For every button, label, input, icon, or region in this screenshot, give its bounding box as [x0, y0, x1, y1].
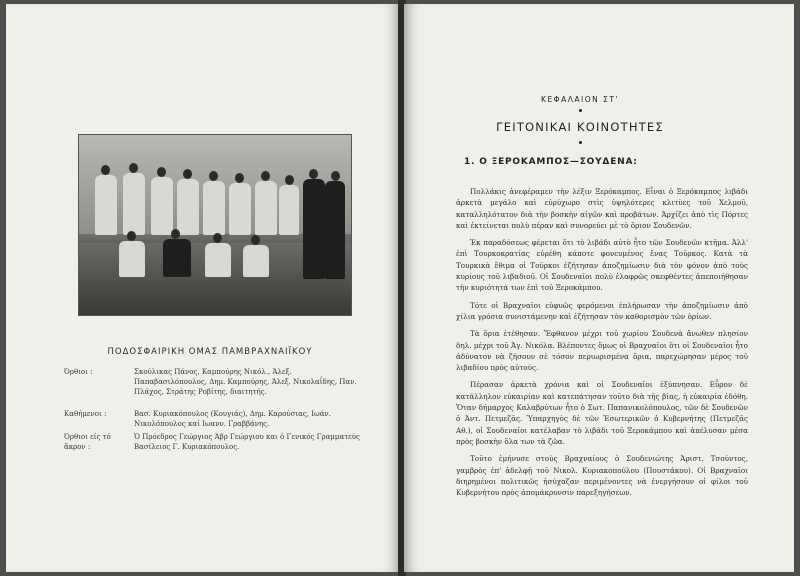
chapter-title: ΓΕΙΤΟΝΙΚΑΙ ΚΟΙΝΟΤΗΤΕΣ — [496, 120, 664, 134]
caption-text: Βασ. Κυριακόπουλος (Κουγιάς), Δημ. Καρούσιας, Ιωάν. Νικολόπουλος καί Ιωανν. Γραββάνης. — [134, 410, 331, 428]
player-head — [129, 163, 138, 173]
player-head — [213, 233, 222, 243]
paragraph: Τότε οἱ Βραχναῖοι εὐφυῶς φερόμενοι ἐπλήρωσαν τὴν ἀποζημίωσιν ἀπὸ χίλια γρόσια συνιστάμενην καὶ ἐζήτησαν τὸν καθορισμὸν τῶν ὁρίων. — [456, 300, 748, 321]
caption-text: Ὁ Πρόεδρος Γεώργιος Άβρ Γεώργιου και ὁ Γενικός Γραμματεύς Βασίλειος Γ. Κυριακόπουλος. — [134, 433, 360, 451]
team-photograph — [78, 134, 352, 316]
caption-row-seated — [64, 409, 364, 431]
player-figure — [255, 181, 277, 235]
referee-figure — [279, 185, 299, 235]
ornament-dot — [579, 109, 582, 112]
official-head — [331, 171, 340, 181]
caption-row-edge — [64, 432, 364, 454]
player-figure — [119, 241, 145, 277]
caption-label: Όρθιοι είς τό ἄκρον : — [64, 433, 111, 451]
ornament-dot — [579, 141, 582, 144]
chapter-heading: ΚΕΦΑΛΑΙΟΝ ΣΤ' — [541, 95, 619, 104]
player-figure — [205, 243, 231, 277]
photo-caption-title: ΠΟΔΟΣΦΑΙΡΙΚΗ ΟΜΑΣ ΠΑΜΒΡΑΧΝΑΙΪΚΟΥ — [107, 347, 313, 357]
player-head — [261, 171, 270, 181]
section-heading: 1. Ο ΞΕΡΟΚΑΜΠΟΣ—ΣΟΥΔΕΝΑ: — [464, 157, 638, 167]
player-head — [285, 175, 294, 185]
caption-label: Καθήμενοι : — [64, 410, 107, 418]
player-figure — [151, 177, 173, 235]
caption-row-standing — [64, 367, 364, 397]
player-head — [183, 169, 192, 179]
paragraph: Τὰ ὅρια ἐτέθησαν. Ἔφθανον μέχρι τοῦ χωρίου Σουδενὰ ἄνωθεν πλησίον δηλ. μέχρι τοῦ Ἁγ. Νικόλα. Βλέποντες ὅμως οἱ Βραχναῖοι ὅτι οἱ Σουδεναῖοι ἦτο ἀδύνατον νὰ ζήσουν σὲ τόσον περιωρισμένα ὅρια, παρεχώρησαν μέρος τοῦ λιβαδίου πρὸς αὐτούς. — [456, 329, 748, 373]
player-figure — [95, 175, 117, 235]
paragraph: Πολλάκις ἀνεφέραμεν τὴν λέξιν Ξερόκαμπος. Εἶναι ὁ Ξερόκαμπος λιβάδι ἀρκετὰ μεγάλο καὶ εὑρύχωρο στὶς ὑψηλότερες κλιτὺες τοῦ Χελμοῦ, καταλληλότατον διὰ τὴν βοσκὴν αἰγῶν καὶ προβάτων. Ἀρχίζει ἀπὸ τὶς Πόρτες καὶ ἐκτείνεται πολὺ πέραν καὶ συνορεύει μὲ τὸ ὅριον Σουδενῶν. — [456, 187, 748, 230]
official-figure — [303, 179, 325, 279]
paragraph: Τοῦτο ἐμήνυσε στοὺς Βραχναίους ὁ Σουδενιώτης Ἀριστ. Τσούντος, γαμβρὸς ἐπ' ἀδελφῇ τοῦ Νικολ. Κυριακοπούλου (Πουστάκου). Οἱ Βραχναῖοι διηρημένοι πολιτικῶς ἡσύχαζαν περιμένοντες νὰ ἐνεργήσουν οἱ φίλοι τοῦ Κυβερνήτου πρὸς ἀπομάκρυνσιν παρεξηγήσεων. — [456, 454, 748, 498]
player-head — [209, 171, 218, 181]
player-figure — [229, 183, 251, 235]
player-head — [235, 173, 244, 183]
player-figure — [163, 239, 191, 277]
player-head — [171, 229, 180, 239]
body-text — [456, 186, 748, 504]
official-figure — [325, 181, 345, 279]
player-head — [127, 231, 136, 241]
player-figure — [203, 181, 225, 235]
paragraph: Πέρασαν ἀρκετὰ χρόνια καὶ οἱ Σουδεναῖοι ἐξύπνησαν. Εὗρον δὲ κατάλληλον εὐκαιρίαν καὶ κατεπάτησαν τοῦτο διὰ τῆς βίας, ἡ εὐκαιρία ἐδόθη. Ὅταν δήμαρχος Καλαβρύτων ἦτο ὁ Σωτ. Παπανικολόπουλος, τῶν δὲ Σουδενῶν ὁ Ἀντ. Πετμεζᾶς. Ὑπαρχηγὸς δὲ τῶν Ἐσωτερικῶν ὁ Κυβερνήτης (Πετμεζᾶς Αθ.), οἱ Σουδεναῖοι κατέλαβαν τὸ λιβάδι τοῦ Ξεροκάμπου καὶ ἀπέλυσαν μέσα πρὸς βοσκὴν ὅλα των τὰ ζῶα. — [456, 380, 748, 446]
official-head — [309, 169, 318, 179]
caption-label: Όρθιοι : — [64, 368, 93, 376]
player-head — [101, 165, 110, 175]
paragraph: Ἐκ παραδόσεως φέρεται ὅτι τὸ λιβάδι αὐτὸ ἦτο τῶν Σουδενῶν κτῆμα. Ἀλλ' ἐπὶ Τουρκοκρατίας εὑρέθη κάποτε φονευμένος ἕνας Τοῦρκος. Κατὰ τὰ Τουρκικὰ ἔθιμα οἱ Τοῦρκοι ἐζήτησαν ἀποζημίωσιν διὰ τὸν φόνον ἀπὸ τοὺς κυρίους τοῦ λιβαδιοῦ. Οἱ Σουδεναῖοι πολὺ ἐλαφρῶς σκεφθέντες ἀπεποιήθησαν τὴν κυριότητά των ἐπὶ τοῦ Ξεροκάμπου. — [456, 238, 748, 293]
player-head — [157, 167, 166, 177]
player-figure — [177, 179, 199, 235]
player-figure — [123, 173, 145, 235]
caption-text: Σκούλικας Πάνος, Καμπούρης Νικόλ., Άλεξ. Παπαβασιλόπουλος, Δημ. Καμπούρης, Άλεξ. Νικολαΐδης, Παν. Πλάχος, Στράτης Ροβίτης, διαιτητής. — [134, 368, 357, 396]
player-figure — [243, 245, 269, 277]
player-head — [251, 235, 260, 245]
